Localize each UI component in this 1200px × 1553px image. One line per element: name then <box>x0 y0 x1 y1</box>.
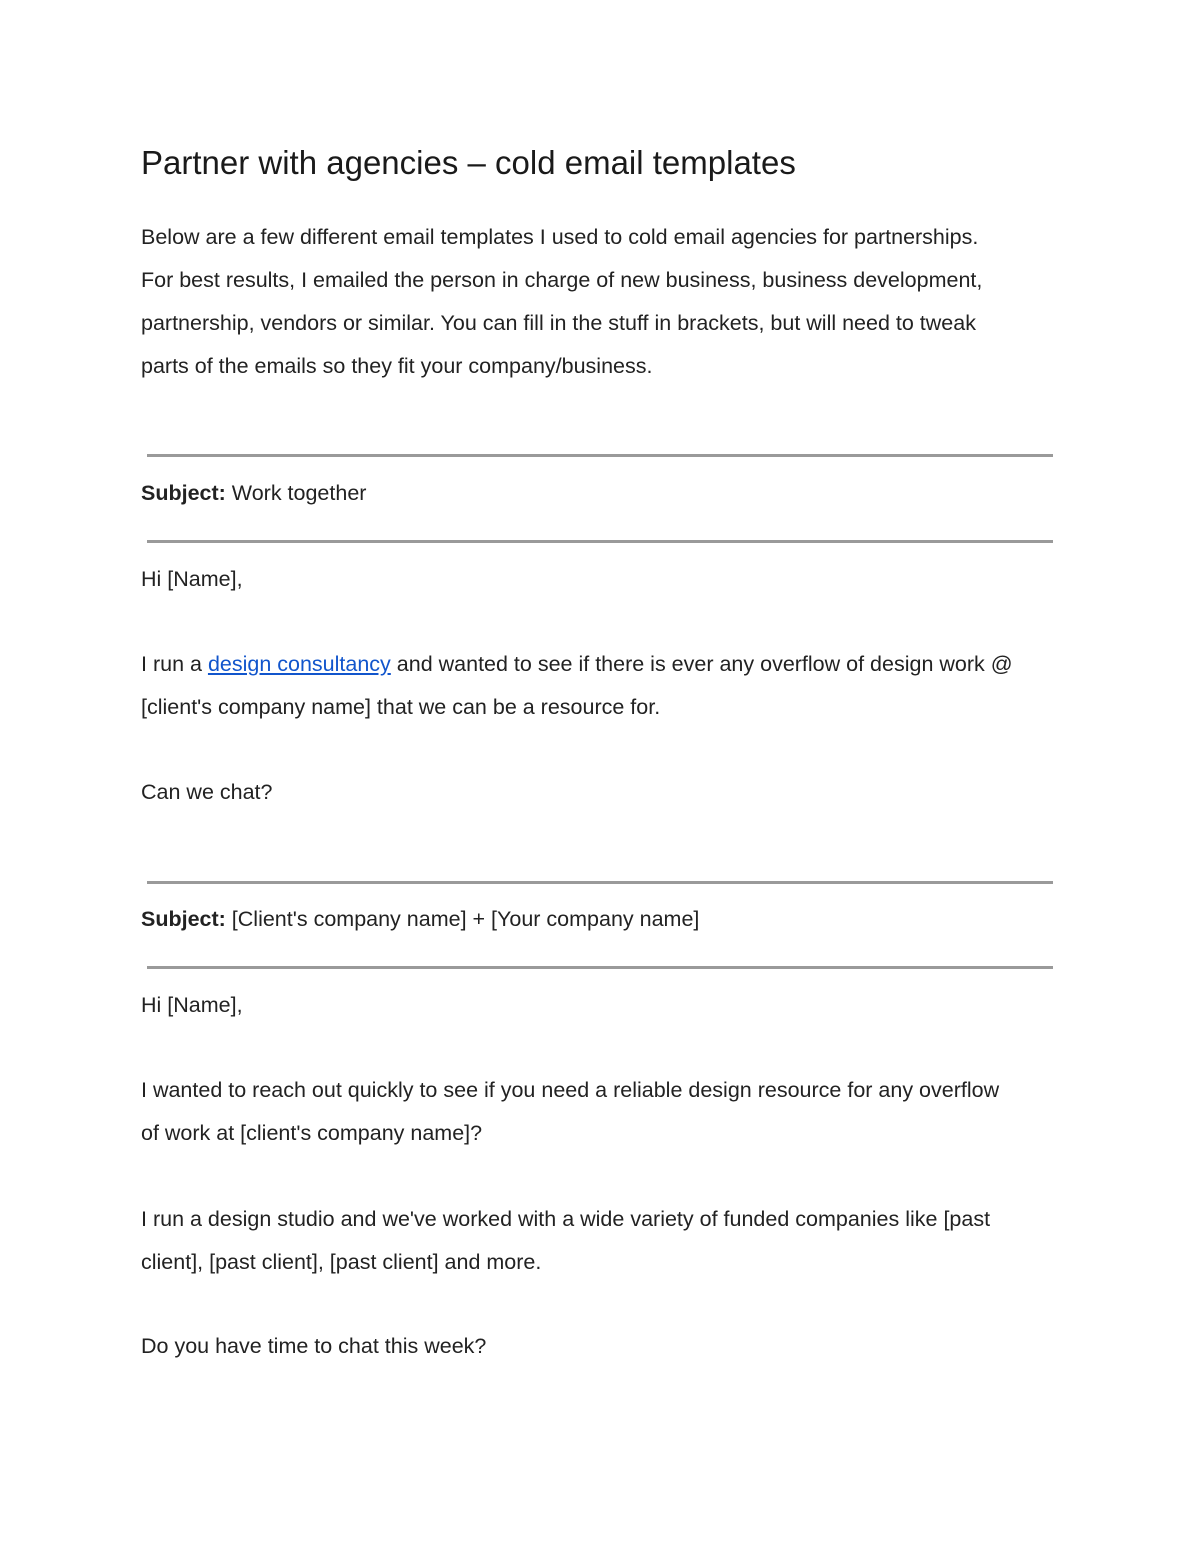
intro-line: For best results, I emailed the person in charge of new business, business development, <box>141 268 983 292</box>
template2-greeting: Hi [Name], <box>141 993 243 1017</box>
body-line: I wanted to reach out quickly to see if you need a reliable design resource for any overflow <box>141 1078 1000 1102</box>
template1-closing: Can we chat? <box>141 780 273 804</box>
template2-subject <box>141 898 1101 941</box>
body-text: and wanted to see if there is ever any overflow of design work @ <box>390 652 1013 676</box>
intro-line: parts of the emails so they fit your company/business. <box>141 354 653 378</box>
divider-rule <box>147 881 1053 884</box>
body-line: I run a design studio and we've worked with a wide variety of funded companies like [past <box>141 1207 991 1231</box>
template2-closing: Do you have time to chat this week? <box>141 1334 487 1358</box>
subject-text: Work together <box>225 481 367 505</box>
template1-subject <box>141 472 1101 515</box>
intro-line: partnership, vendors or similar. You can fill in the stuff in brackets, but will need to tweak <box>141 311 976 335</box>
template1-greeting: Hi [Name], <box>141 567 243 591</box>
body-line <box>141 643 1101 686</box>
design-consultancy-link[interactable]: design consultancy <box>207 652 391 676</box>
intro-line: Below are a few different email templates I used to cold email agencies for partnerships. <box>141 225 979 249</box>
subject-label: Subject: <box>141 481 226 505</box>
document-title: Partner with agencies – cold email templates <box>141 144 796 181</box>
divider-rule <box>147 454 1053 457</box>
divider-rule <box>147 540 1053 543</box>
divider-rule <box>147 966 1053 969</box>
body-line: [client's company name] that we can be a resource for. <box>141 695 661 719</box>
intro-paragraph <box>141 216 1101 388</box>
template2-body-2 <box>141 1198 1101 1284</box>
subject-label: Subject: <box>141 907 226 931</box>
template2-body-1 <box>141 1069 1101 1155</box>
template1-body <box>141 643 1101 729</box>
body-line: of work at [client's company name]? <box>141 1121 483 1145</box>
body-line: client], [past client], [past client] and more. <box>141 1250 542 1274</box>
body-text: I run a <box>141 652 208 676</box>
subject-text: [Client's company name] + [Your company name] <box>225 907 700 931</box>
